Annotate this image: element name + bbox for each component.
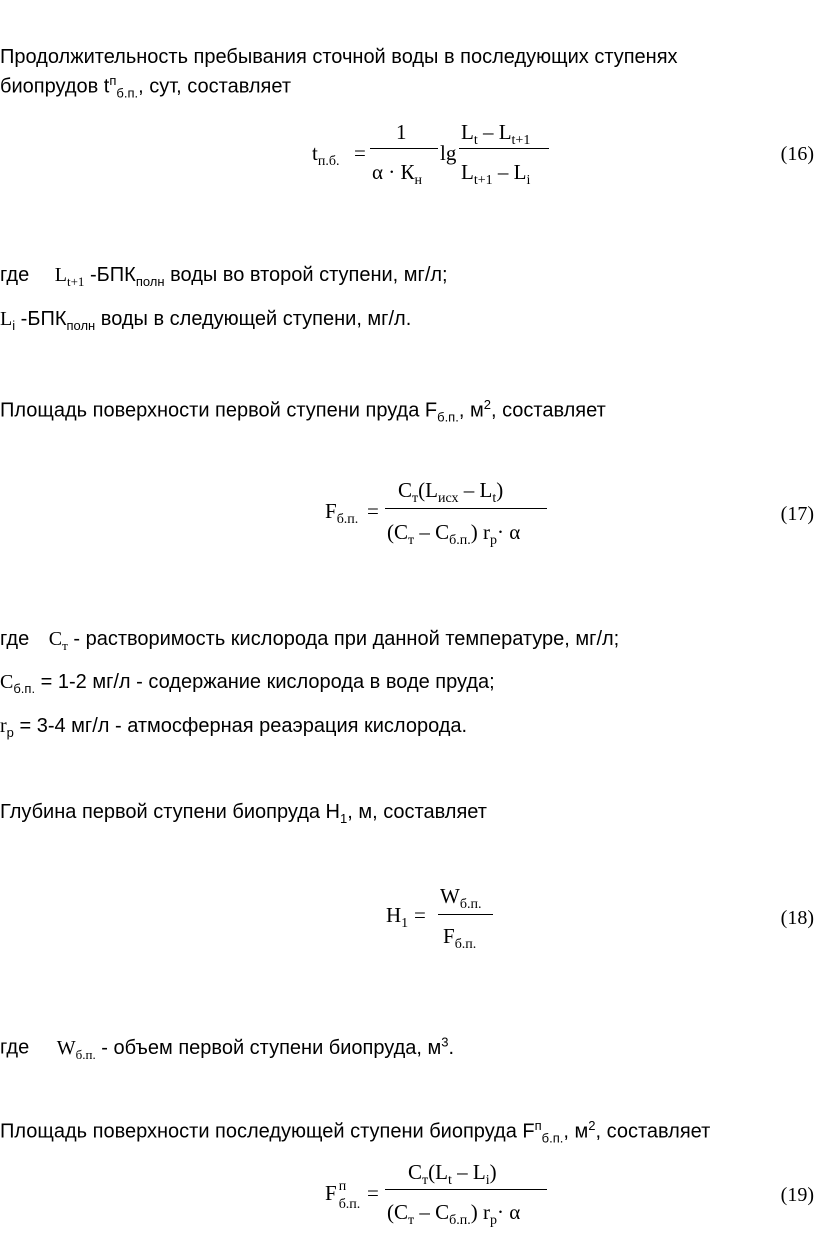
equals: = <box>354 141 366 165</box>
symbol: – L <box>458 478 493 502</box>
symbol: F <box>443 924 455 948</box>
subscript: б.п. <box>116 85 139 101</box>
text: , составляет <box>595 1120 711 1143</box>
paragraph-duration <box>0 45 678 106</box>
symbol: ) <box>489 1160 497 1184</box>
where: где <box>0 264 30 286</box>
subscript: исх <box>437 491 459 507</box>
subscript: t+1 <box>473 173 493 189</box>
subscript: i <box>526 173 531 189</box>
subscript: т <box>62 638 68 653</box>
text: Глубина первой ступени биопруда H <box>0 801 340 823</box>
text: воды в следующей ступени, мг/л. <box>95 308 412 330</box>
text: - объем первой ступени биопруда, м <box>95 1036 442 1059</box>
equation-number: (18) <box>780 907 814 929</box>
subscript: 1 <box>340 811 348 826</box>
symbol: t <box>312 141 318 165</box>
subscript: т <box>408 533 415 549</box>
equation-number: (19) <box>780 1184 814 1206</box>
text: = 3-4 мг/л - атмосферная реаэрация кислорода. <box>13 715 468 737</box>
subscript: т <box>412 491 419 507</box>
symbol: – С <box>414 520 450 544</box>
subscript: б.п. <box>75 1046 96 1062</box>
superscript: п <box>109 73 117 88</box>
subscript: б.п. <box>338 1197 361 1212</box>
where: где <box>0 628 30 650</box>
fraction-bar <box>385 508 547 509</box>
equation-number: (17) <box>780 503 814 525</box>
paragraph-depth <box>0 800 487 831</box>
symbol: F <box>325 1181 337 1205</box>
definition-line <box>0 714 467 745</box>
subscript: р <box>490 533 498 549</box>
subscript: t+1 <box>511 133 531 149</box>
where: где <box>0 1036 30 1059</box>
equation-number: (16) <box>780 143 814 165</box>
text: Площадь поверхности последующей ступени биопруда F <box>0 1120 535 1143</box>
subscript: полн <box>135 274 165 289</box>
subscript: б.п. <box>541 1130 564 1146</box>
subscript: б.п. <box>454 937 477 953</box>
superscript: 2 <box>483 397 491 412</box>
symbol: С <box>398 478 413 502</box>
superscript: п <box>534 1118 542 1133</box>
definition-line <box>0 670 495 701</box>
numerator: 1 <box>396 120 407 144</box>
denominator: α · К <box>372 160 415 184</box>
subscript: т <box>408 1213 415 1229</box>
symbol: С <box>408 1160 423 1184</box>
text: = 1-2 мг/л - содержание кислорода в воде пруда; <box>35 671 495 693</box>
text: , м <box>458 399 484 422</box>
equals: = <box>367 1181 379 1205</box>
equals: = <box>414 903 426 927</box>
subscript: 1 <box>401 916 409 932</box>
subscript: t <box>447 1173 452 1189</box>
text: воды во второй ступени, мг/л; <box>164 264 448 286</box>
subscript: t <box>492 491 497 507</box>
subscript: р <box>490 1213 498 1229</box>
fraction-bar <box>370 148 438 149</box>
symbol: W <box>440 884 460 908</box>
symbol: · α <box>497 1200 521 1224</box>
symbol: L <box>54 264 67 286</box>
subscript: р <box>6 725 14 740</box>
subscript: б.п. <box>13 681 36 696</box>
text: , м <box>563 1120 589 1143</box>
text: , сут, составляет <box>138 75 291 98</box>
text: , м, составляет <box>347 801 487 823</box>
definition-line <box>0 1030 455 1067</box>
symbol: L <box>461 160 474 184</box>
symbol: L <box>461 120 474 144</box>
symbol: – С <box>414 1200 450 1224</box>
symbol: (С <box>387 520 408 544</box>
symbol: ) r <box>470 1200 491 1224</box>
fraction-bar <box>459 148 549 149</box>
symbol: ) r <box>470 520 491 544</box>
symbol: L <box>0 308 13 330</box>
subscript: i <box>485 1173 490 1189</box>
subscript: н <box>414 173 423 189</box>
subscript: i <box>12 318 16 333</box>
symbol: С <box>0 671 14 693</box>
paragraph-next-area <box>0 1114 710 1151</box>
subscript: б.п. <box>437 409 459 425</box>
symbol: – L <box>451 1160 486 1184</box>
subscript: б.п. <box>449 533 471 549</box>
subscript: полн <box>66 318 96 333</box>
text: , составляет <box>490 399 606 422</box>
definition-line <box>0 263 448 294</box>
equals: = <box>367 499 379 523</box>
symbol: – L <box>492 160 527 184</box>
paragraph-area <box>0 393 606 430</box>
symbol: W <box>56 1036 76 1059</box>
fraction-bar <box>385 1189 547 1190</box>
subscript: б.п. <box>449 1213 471 1229</box>
symbol: r <box>0 715 7 737</box>
subscript: t+1 <box>66 274 85 289</box>
text: - растворимость кислорода при данной температуре, мг/л; <box>67 628 620 650</box>
subscript: б.п. <box>459 897 482 913</box>
text: биопрудов t <box>0 75 110 98</box>
symbol: (L <box>428 1160 448 1184</box>
log: lg <box>440 141 457 165</box>
symbol: (С <box>387 1200 408 1224</box>
symbol: С <box>48 628 63 650</box>
text: -БПК <box>15 308 67 330</box>
symbol: (L <box>418 478 438 502</box>
subscript: п.б. <box>317 154 340 170</box>
text: Продолжительность пребывания сточной воды в последующих ступенях <box>0 46 678 68</box>
definition-line <box>0 627 620 658</box>
subscript: т <box>422 1173 429 1189</box>
text: Площадь поверхности первой ступени пруда F <box>0 399 438 422</box>
subscript: t <box>473 133 478 149</box>
symbol: F <box>325 499 337 523</box>
subscript: б.п. <box>336 512 359 528</box>
symbol: · α <box>497 520 521 544</box>
symbol: – L <box>477 120 512 144</box>
text: -БПК <box>84 264 136 286</box>
symbol: H <box>386 903 402 927</box>
text: . <box>448 1036 455 1059</box>
superscript: п <box>338 1179 347 1194</box>
superscript: 2 <box>588 1118 596 1133</box>
definition-line <box>0 307 411 338</box>
fraction-bar <box>438 914 493 915</box>
symbol: ) <box>496 478 504 502</box>
superscript: 3 <box>441 1034 449 1049</box>
